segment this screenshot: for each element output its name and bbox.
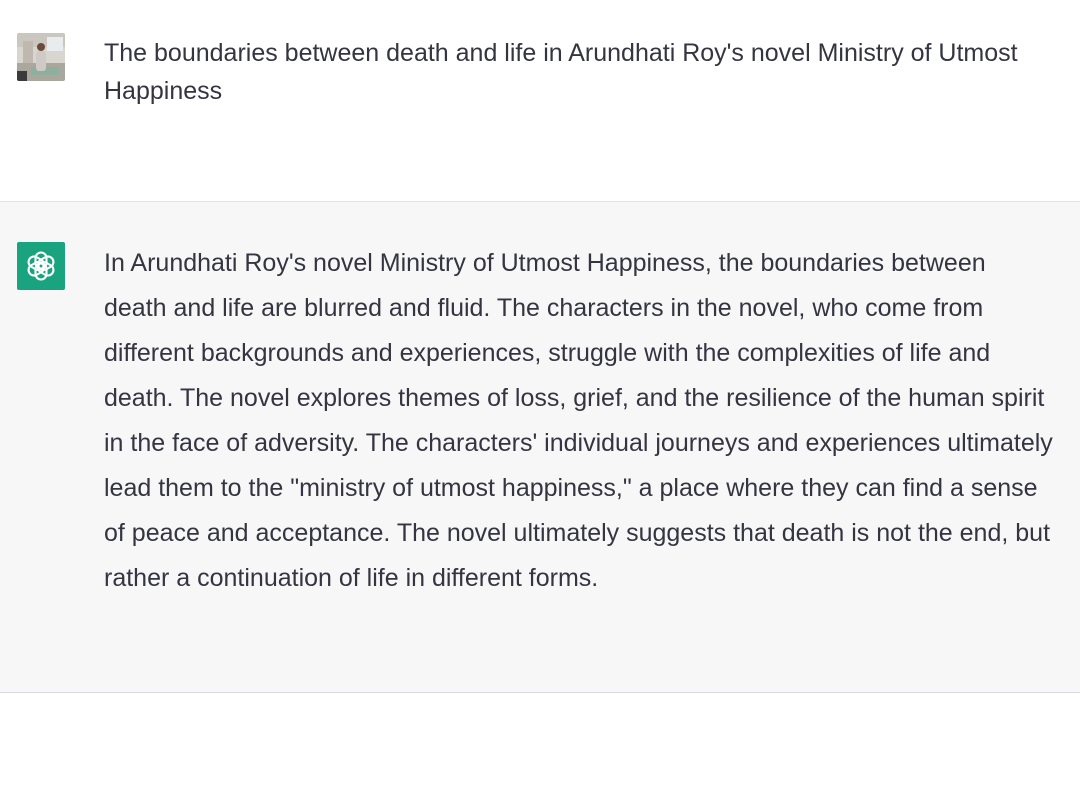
bottom-spacer (0, 693, 1080, 793)
user-message-row (0, 0, 1080, 202)
user-prompt-text: The boundaries between death and life in Arundhati Roy's novel Ministry of Utmost Happiness (104, 39, 1018, 105)
assistant-message-row (0, 202, 1080, 693)
assistant-response-text: In Arundhati Roy's novel Ministry of Utmost Happiness, the boundaries between death and life are blurred and fluid. The characters in the novel, who come from different backgrounds and experiences, struggle with the complexities of life and death. The novel explores themes of loss, grief, and the resilience of the human spirit in the face of adversity. The characters' individual journeys and experiences ultimately lead them to the "ministry of utmost happiness," a place where they can find a sense of peace and acceptance. The novel ultimately suggests that death is not the end, but rather a continuation of life in different forms. (104, 249, 1053, 592)
openai-logo-icon (25, 250, 57, 282)
user-photo-avatar-icon (17, 33, 65, 81)
assistant-avatar (17, 242, 65, 290)
user-avatar (17, 33, 65, 81)
